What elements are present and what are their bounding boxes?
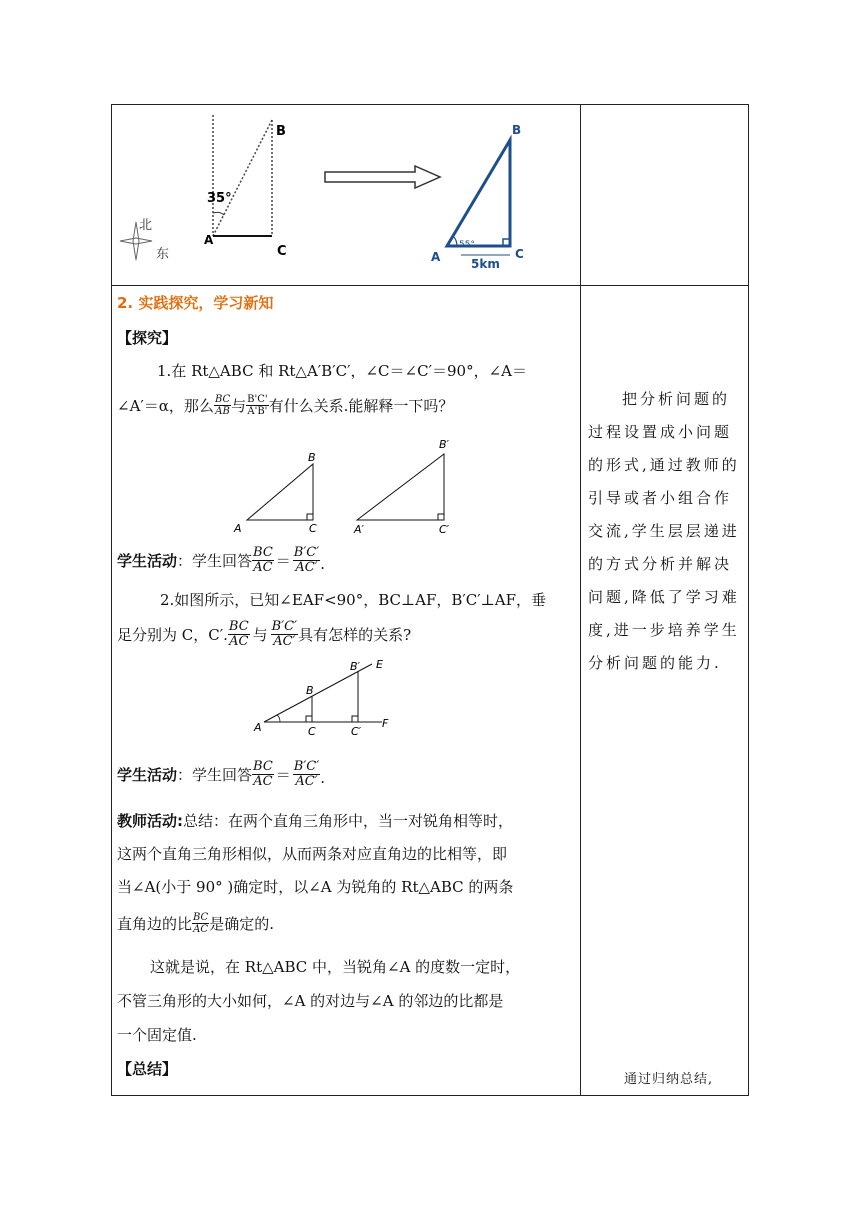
north-label: 北 (139, 218, 153, 233)
teacher-fraction: $\frac{BC}{AC}$ (193, 912, 209, 935)
side-note-line: 分析问题的能力. (588, 654, 722, 672)
explore-label: 【探究】 (117, 329, 178, 347)
teacher-activity-line-3: 当∠A(小于 90° )确定时，以∠A 为锐角的 Rt△ABC 的两条 (117, 878, 514, 896)
label-c: C (308, 725, 316, 738)
q1-fraction-1: $\frac{BC}{AB}$ (214, 394, 231, 417)
summary-label: 【总结】 (117, 1060, 178, 1078)
student-activity-label: 学生活动 (117, 551, 178, 570)
conclusion-line-2: 不管三角形的大小如何，∠A 的对边与∠A 的邻边的比都是 (117, 992, 504, 1010)
side-note-line: 度,进一步培养学生 (588, 621, 740, 639)
label-b: B (308, 451, 316, 464)
label-a: A (254, 721, 262, 734)
q1-fraction-2: $\frac{B'C'}{A'B'}$ (247, 394, 268, 417)
q1-mid: 与 (231, 396, 247, 415)
point-a-label: A (204, 233, 214, 247)
q2-fraction-1: $\frac{BC}{AC}$ (228, 619, 249, 649)
angle-label-55: 55° (459, 240, 475, 250)
row-divider (112, 285, 748, 286)
top-figures (112, 105, 579, 283)
point-a-label: A (431, 250, 441, 264)
period: . (320, 555, 325, 573)
section-title: 2. 实践探究，学习新知 (117, 294, 274, 312)
conclusion-line-1: 这就是说，在 Rt△ABC 中，当锐角∠A 的度数一定时， (150, 958, 521, 976)
point-b-label: B (512, 123, 522, 137)
question-2-line-2 (117, 620, 411, 649)
side-note-line: 的方式分析并解决 (588, 555, 733, 573)
label-c: C (309, 522, 317, 535)
triangle-diagram (431, 123, 524, 271)
equals-sign: ＝ (275, 765, 291, 784)
q1-suffix: 有什么关系.能解释一下吗？ (268, 396, 454, 415)
teacher-activity-line-1 (117, 810, 513, 832)
lhs-fraction: $\frac{BC}{AC}$ (253, 759, 273, 789)
teacher-line-1: 总结：在两个直角三角形中，当一对锐角相等时， (183, 812, 514, 830)
label-f: F (382, 717, 389, 730)
label-e: E (376, 658, 383, 671)
teacher-activity-label: 教师活动: (117, 812, 183, 830)
similar-triangles-figure (225, 436, 465, 538)
teacher-activity-line-2: 这两个直角三角形相似，从而两条对应直角边的比相等，即 (117, 845, 508, 863)
label-a-prime: A′ (354, 523, 365, 536)
period: . (320, 769, 325, 787)
student-activity-1 (117, 546, 325, 575)
label-b: B (306, 684, 314, 697)
east-label: 东 (156, 247, 170, 262)
angle-figure (250, 656, 400, 740)
label-b-prime: B′ (350, 660, 361, 673)
side-note-bottom: 通过归纳总结, (624, 1072, 714, 1087)
side-note-line: 问题,降低了学习难 (588, 588, 740, 606)
student-activity-text: ：学生回答 (177, 765, 253, 784)
q2-prefix: 足分别为 C，C′. (117, 625, 228, 644)
label-a: A (234, 522, 242, 535)
right-arrow-icon (325, 166, 440, 188)
rhs-fraction: $\frac{B'C'}{AC'}$ (293, 759, 320, 789)
student-activity-2 (117, 760, 325, 789)
lhs-fraction: $\frac{BC}{AC}$ (253, 545, 273, 575)
q2-fraction-2: $\frac{B'C'}{AC'}$ (271, 619, 298, 649)
student-activity-label: 学生活动 (117, 765, 178, 784)
label-c-prime: C′ (439, 523, 450, 536)
q1-prefix: ∠A′＝α，那么 (117, 396, 214, 415)
question-1-line-2 (117, 394, 453, 417)
teacher-line-4-suffix: 是确定的. (209, 914, 274, 933)
q2-mid: 与 (252, 625, 268, 644)
side-note (588, 383, 746, 680)
side-note-line: 过程设置成小问题 (588, 423, 733, 441)
column-divider (580, 105, 581, 1095)
point-b-label: B (276, 124, 286, 139)
question-2-line-1: 2.如图所示，已知∠EAF<90°，BC⊥AF，B′C′⊥AF，垂 (160, 591, 547, 609)
label-c-prime: C′ (351, 725, 362, 738)
conclusion-line-3: 一个固定值. (117, 1026, 197, 1044)
point-c-label: C (277, 244, 287, 259)
student-activity-text: ：学生回答 (177, 551, 253, 570)
side-note-line: 的形式,通过教师的 (588, 456, 740, 474)
side-note-line: 把分析问题的 (622, 390, 731, 408)
point-c-label: C (515, 247, 524, 261)
teacher-activity-line-4 (117, 912, 274, 935)
bearing-diagram (120, 115, 287, 262)
distance-label: 5km (471, 257, 500, 271)
rhs-fraction: $\frac{B'C'}{AC'}$ (293, 545, 320, 575)
side-note-line: 交流,学生层层递进 (588, 522, 740, 540)
angle-label-35: 35° (207, 191, 232, 206)
equals-sign: ＝ (275, 551, 291, 570)
teacher-line-4-prefix: 直角边的比 (117, 914, 193, 933)
label-b-prime: B′ (439, 438, 450, 451)
side-note-line: 引导或者小组合作 (588, 489, 733, 507)
q2-suffix: 具有怎样的关系? (298, 625, 412, 644)
question-1-line-1: 1.在 Rt△ABC 和 Rt△A′B′C′，∠C＝∠C′＝90°，∠A＝ (157, 362, 527, 380)
